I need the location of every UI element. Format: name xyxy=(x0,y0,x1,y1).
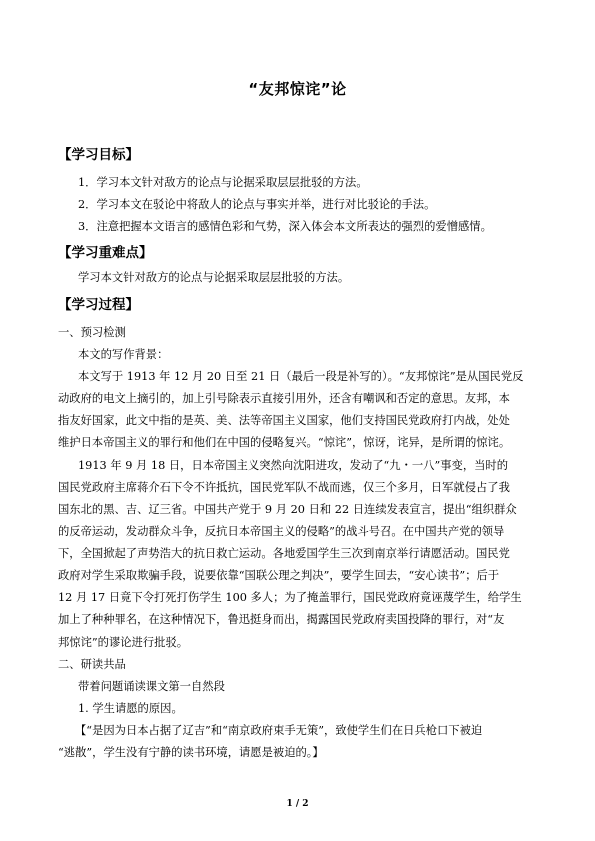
paragraph-line: 的反帝运动，发动群众斗争，反抗日本帝国主义的侵略”的战斗号召。在中国共产党的领导 xyxy=(58,525,505,538)
goal-item: 3．注意把握本文语言的感情色彩和气势，深入体会本文所表达的强烈的爱憎感情。 xyxy=(78,220,492,233)
page-number: 1 / 2 xyxy=(286,799,309,809)
paragraph-line: 指友好国家，此文中指的是英、美、法等帝国主义国家，他们支持国民党政府打内战，处处 xyxy=(58,414,510,427)
heading-key-points: 【学习重难点】 xyxy=(58,245,153,261)
answer-line: “逃散”，学生没有宁静的读书环境，请愿是被迫的。】 xyxy=(58,746,324,759)
paragraph-line: 维护日本帝国主义的罪行和他们在中国的侵略复兴。“惊诧”，惊讶，诧异，是所谓的惊诧。 xyxy=(58,436,511,449)
part2-title: 二、研读共品 xyxy=(58,658,126,671)
paragraph-line: 本文写于 1913 年 12 月 20 日至 21 日（最后一段是补写的）。“友邦惊诧”是从国民党反 xyxy=(78,370,524,383)
heading-goals: 【学习目标】 xyxy=(58,147,139,163)
key-point-text: 学习本文针对敌方的论点与论据采取层层批驳的方法。 xyxy=(78,271,350,284)
paragraph-line: 国民党政府主席蒋介石下令不许抵抗，国民党军队不战而逃，仅三个多月，日军就侵占了我 xyxy=(58,481,510,494)
goal-item: 2．学习本文在驳论中将敌人的论点与事实并举，进行对比驳论的手法。 xyxy=(78,198,436,211)
paragraph-line: 加上了种种罪名，在这种情况下，鲁迅挺身而出，揭露国民党政府卖国投降的罪行，对“友 xyxy=(58,613,505,626)
page-title: “友邦惊诧”论 xyxy=(248,80,347,98)
paragraph-line: 12 月 17 日竟下令打死打伤学生 100 多人；为了掩盖罪行，国民党政府竟诬蔑学生，给学生 xyxy=(58,591,522,604)
reading-task: 带着问题诵读课文第一自然段 xyxy=(78,680,225,693)
paragraph-line: 邦惊诧”的谬论进行批驳。 xyxy=(58,636,189,649)
paragraph-line: 国东北的黑、吉、辽三省。中国共产党于 9 月 20 日和 22 日连续发表宣言，提出“组织群众 xyxy=(58,503,517,516)
answer-line: 【“是因为日本占据了辽吉”和“南京政府束手无策”，致使学生们在日兵枪口下被迫 xyxy=(75,724,483,737)
goal-item: 1．学习本文针对敌方的论点与论据采取层层批驳的方法。 xyxy=(78,176,368,189)
heading-process: 【学习过程】 xyxy=(58,297,139,313)
paragraph-line: 下，全国掀起了声势浩大的抗日救亡运动。各地爱国学生三次到南京举行请愿活动。国民党 xyxy=(58,547,510,560)
paragraph-line: 1913 年 9 月 18 日，日本帝国主义突然向沈阳进攻，发动了“九・一八”事变，当时的 xyxy=(78,459,509,472)
paragraph-line: 政府对学生采取欺骗手段，说要依靠“国联公理之判决”，要学生回去，“安心读书”；后于 xyxy=(58,569,500,582)
paragraph-line: 动政府的电文上摘引的，加上引号除表示直接引用外，还含有嘲讽和否定的意思。友邦，本 xyxy=(58,392,510,405)
background-label: 本文的写作背景： xyxy=(78,348,169,361)
part1-title: 一、预习检测 xyxy=(58,326,126,339)
question-1: 1. 学生请愿的原因。 xyxy=(78,702,183,715)
